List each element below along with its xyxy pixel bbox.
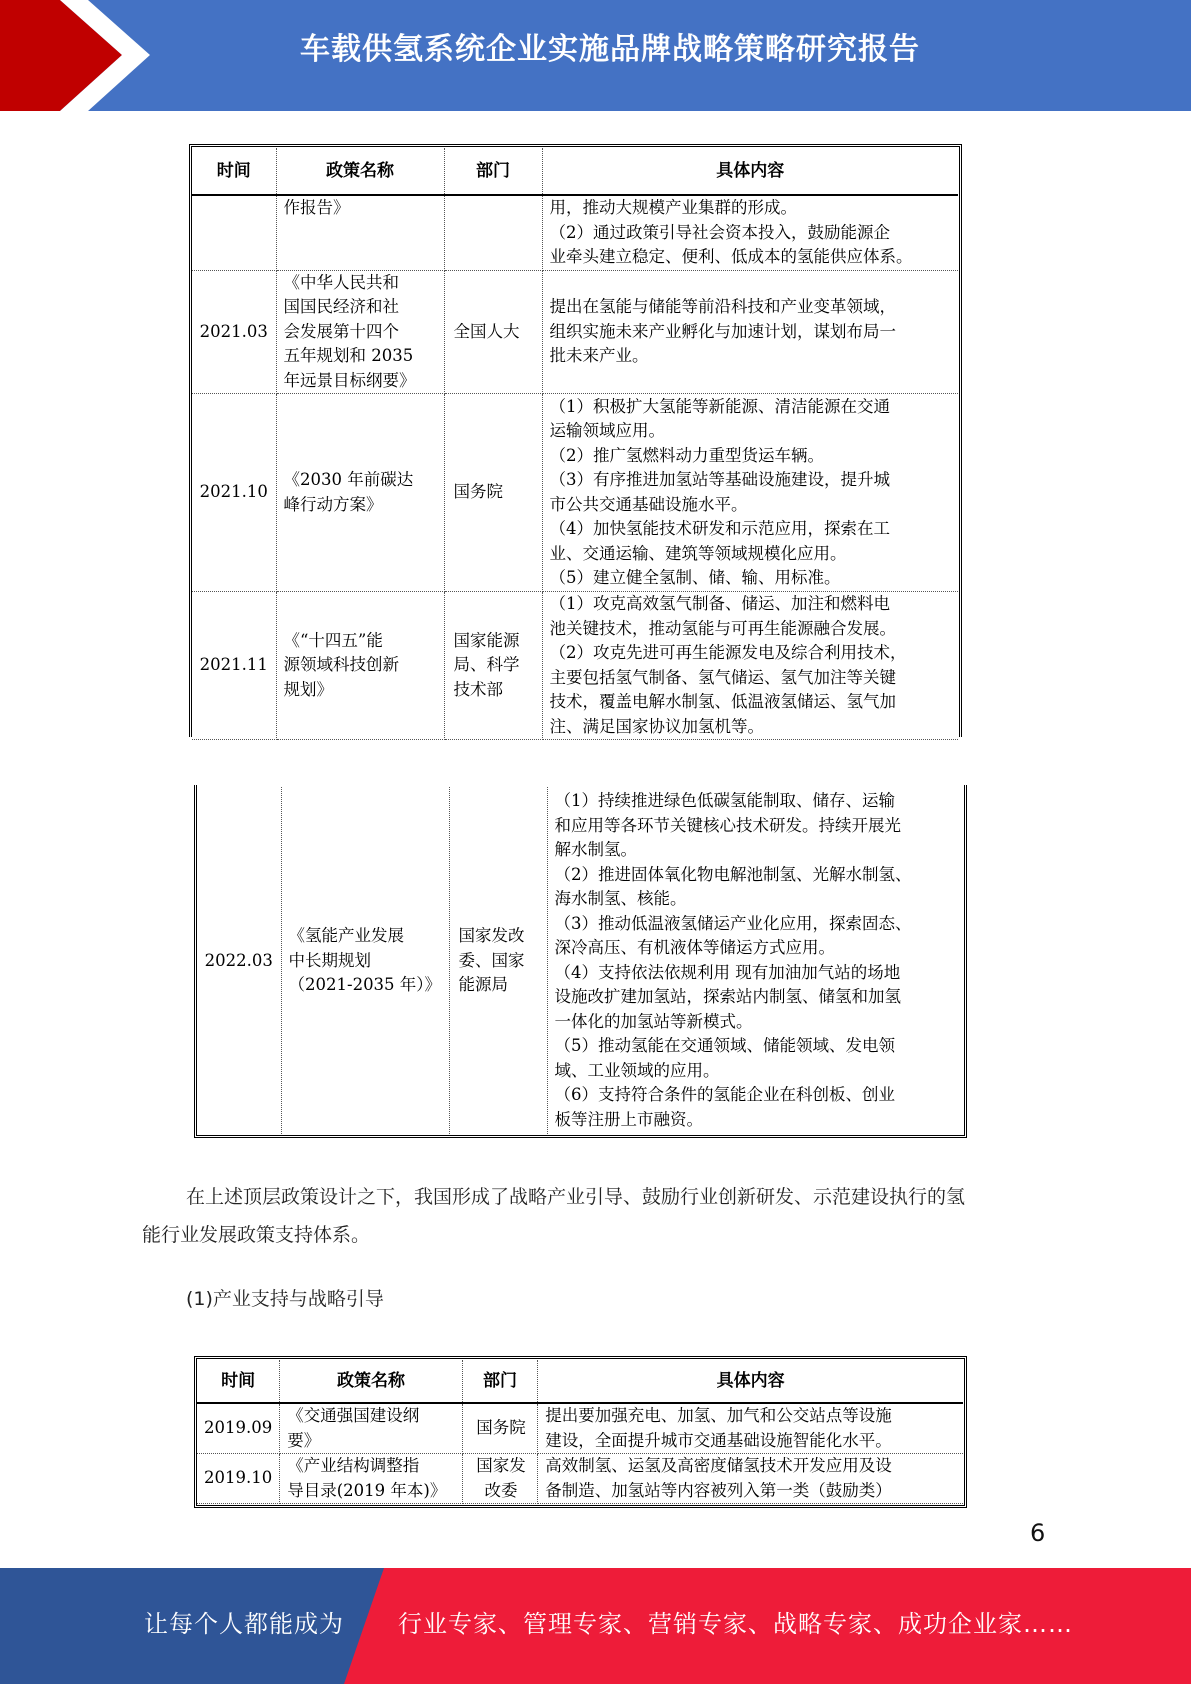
cell-line: 会发展第十四个 xyxy=(283,321,399,341)
cell-content xyxy=(542,195,958,270)
cell-time: 2021.10 xyxy=(192,394,276,592)
cell-line: 业、交通运输、建筑等领域规模化应用。 xyxy=(549,543,847,563)
footer-slogan-right: 行业专家、管理专家、营销专家、战略专家、成功企业家…… xyxy=(398,1610,1073,1638)
cell-line: 《中华人民共和 xyxy=(283,272,399,292)
table-header-row xyxy=(192,148,958,195)
policy-table-3 xyxy=(197,1360,963,1504)
cell-line: （3）推动低温液氢储运产业化应用，探索固态、 xyxy=(554,913,912,933)
cell-line: 组织实施未来产业孵化与加速计划，谋划布局一 xyxy=(549,321,896,341)
header-content: 具体内容 xyxy=(542,148,958,195)
table-row xyxy=(197,1403,963,1454)
cell-line: （1）攻克高效氢气制备、储运、加注和燃料电 xyxy=(549,594,890,613)
cell-time: 2021.03 xyxy=(192,270,276,394)
cell-line: （2021-2035 年）》 xyxy=(288,975,442,994)
cell-line: （2）推广氢燃料动力重型货运车辆。 xyxy=(549,445,824,465)
cell-policy-name xyxy=(276,195,444,270)
cell-line: 《氢能产业发展 xyxy=(288,926,404,945)
body-paragraph xyxy=(142,1178,1062,1254)
cell-line: 解水制氢。 xyxy=(554,840,637,860)
cell-line: （1）积极扩大氢能等新能源、清洁能源在交通 xyxy=(549,396,890,416)
cell-time: 2022.03 xyxy=(197,787,281,1135)
cell-line: 技术，覆盖电解水制氢、低温液氢储运、氢气加 xyxy=(549,692,896,711)
cell-line: 《产业结构调整指 xyxy=(287,1456,420,1475)
cell-line: 运输领域应用。 xyxy=(549,421,665,440)
cell-line: 一体化的加氢站等新模式。 xyxy=(554,1011,753,1031)
cell-line: 深冷高压、有机液体等储运方式应用。 xyxy=(554,938,835,958)
cell-line: 国务院 xyxy=(453,482,503,502)
cell-line: 《“十四五”能 xyxy=(283,630,383,650)
paragraph-line-2: 能行业发展政策支持体系。 xyxy=(142,1224,371,1246)
cell-line: （5）推动氢能在交通领域、储能领域、发电领 xyxy=(554,1036,895,1056)
paragraph-line-1: 在上述顶层政策设计之下，我国形成了战略产业引导、鼓励行业创新研发、示范建设执行的氢 xyxy=(186,1186,966,1208)
cell-department xyxy=(449,787,547,1135)
cell-line: 国家能源 xyxy=(453,630,520,650)
cell-line: 局、科学 xyxy=(453,655,520,675)
cell-line: 批未来产业。 xyxy=(549,346,649,365)
cell-line: 备制造、加氢站等内容被列入第一类（鼓励类） xyxy=(545,1480,892,1500)
cell-line: 国国民经济和社 xyxy=(283,297,399,316)
cell-content xyxy=(542,592,958,740)
cell-line: 作报告》 xyxy=(283,198,350,217)
cell-time: 2021.11 xyxy=(192,592,276,740)
header-banner xyxy=(0,0,1191,111)
cell-line: 规划》 xyxy=(283,679,333,699)
cell-line: 技术部 xyxy=(453,679,503,699)
cell-content xyxy=(542,394,958,592)
cell-line: 《2030 年前碳达 xyxy=(283,470,414,489)
cell-line: （2）攻克先进可再生能源发电及综合利用技术， xyxy=(549,643,907,662)
cell-line: 能源局 xyxy=(458,975,508,994)
cell-line: 《交通强国建设纲 xyxy=(287,1406,420,1425)
cell-line: 全国人大 xyxy=(453,321,520,341)
cell-line: （2）推进固体氧化物电解池制氢、光解水制氢、 xyxy=(554,864,912,884)
cell-line: 改委 xyxy=(484,1480,518,1500)
header-department: 部门 xyxy=(444,148,542,195)
cell-line: 要》 xyxy=(287,1430,321,1450)
cell-line: 板等注册上市融资。 xyxy=(554,1109,703,1129)
cell-line: （4）加快氢能技术研发和示范应用，探索在工 xyxy=(549,519,890,538)
cell-line: 海水制氢、核能。 xyxy=(554,889,687,909)
cell-time xyxy=(192,195,276,270)
cell-content xyxy=(538,1403,963,1454)
cell-line: 导目录(2019 年本)》 xyxy=(287,1480,447,1500)
cell-line: （5）建立健全氢制、储、输、用标准。 xyxy=(549,568,841,587)
table-header-row xyxy=(197,1360,963,1403)
cell-line: 建设，全面提升城市交通基础设施智能化水平。 xyxy=(545,1430,892,1450)
cell-line: 委、国家 xyxy=(458,950,525,970)
cell-line: （1）持续推进绿色低碳氢能制取、储存、运输 xyxy=(554,791,895,811)
cell-line: 注、满足国家协议加氢机等。 xyxy=(549,716,764,736)
cell-line: 池关键技术，推动氢能与可再生能源融合发展。 xyxy=(549,618,896,638)
header-time: 时间 xyxy=(192,148,276,195)
subheading: (1)产业支持与战略引导 xyxy=(186,1288,384,1310)
cell-department xyxy=(462,1403,537,1454)
cell-content xyxy=(547,787,963,1135)
cell-line: 设施改扩建加氢站，探索站内制氢、储氢和加氢 xyxy=(554,987,901,1007)
cell-line: 国务院 xyxy=(476,1418,526,1438)
cell-line: 主要包括氢气制备、氢气储运、氢气加注等关键 xyxy=(549,667,896,687)
header-department: 部门 xyxy=(462,1360,537,1403)
policy-table-1 xyxy=(192,148,958,740)
table-row xyxy=(192,195,958,270)
cell-line: 源领域科技创新 xyxy=(283,655,399,675)
cell-line: 业牵头建立稳定、便利、低成本的氢能供应体系。 xyxy=(549,247,913,266)
cell-line: 用，推动大规模产业集群的形成。 xyxy=(549,198,797,217)
cell-time: 2019.10 xyxy=(197,1454,280,1504)
cell-content xyxy=(542,270,958,394)
cell-line: （3）有序推进加氢站等基础设施建设，提升城 xyxy=(549,470,890,489)
cell-line: （2）通过政策引导社会资本投入，鼓励能源企 xyxy=(549,222,890,242)
cell-line: 年远景目标纲要》 xyxy=(283,370,416,390)
cell-policy-name xyxy=(281,787,449,1135)
policy-table-2 xyxy=(197,787,963,1136)
cell-policy-name xyxy=(280,1403,463,1454)
cell-department xyxy=(444,270,542,394)
cell-line: 五年规划和 2035 xyxy=(283,346,414,365)
table-row xyxy=(197,1454,963,1504)
cell-department xyxy=(444,394,542,592)
table-row xyxy=(197,787,963,1135)
header-time: 时间 xyxy=(197,1360,280,1403)
cell-line: 提出在氢能与储能等前沿科技和产业变革领域， xyxy=(549,297,896,316)
table-row xyxy=(192,270,958,394)
cell-line: （4）支持依法依规利用 现有加油加气站的场地 xyxy=(554,962,901,982)
header-content: 具体内容 xyxy=(538,1360,963,1403)
cell-policy-name xyxy=(280,1454,463,1504)
table-row xyxy=(192,592,958,740)
footer-banner xyxy=(0,1568,1191,1684)
cell-line: 峰行动方案》 xyxy=(283,494,383,514)
cell-department xyxy=(462,1454,537,1504)
table-row xyxy=(192,394,958,592)
page-number: 6 xyxy=(1030,1519,1046,1547)
cell-line: 国家发 xyxy=(476,1456,526,1475)
cell-line: （6）支持符合条件的氢能企业在科创板、创业 xyxy=(554,1085,895,1105)
cell-line: 中长期规划 xyxy=(288,950,371,970)
cell-time: 2019.09 xyxy=(197,1403,280,1454)
cell-line: 高效制氢、运氢及高密度储氢技术开发应用及设 xyxy=(545,1456,892,1475)
cell-line: 和应用等各环节关键核心技术研发。持续开展光 xyxy=(554,815,901,835)
cell-line: 提出要加强充电、加氢、加气和公交站点等设施 xyxy=(545,1406,892,1425)
report-title: 车载供氢系统企业实施品牌战略策略研究报告 xyxy=(300,32,920,67)
footer-slogan-left: 让每个人都能成为 xyxy=(144,1610,344,1638)
cell-policy-name xyxy=(276,270,444,394)
header-policy-name: 政策名称 xyxy=(280,1360,463,1403)
cell-line: 市公共交通基础设施水平。 xyxy=(549,494,748,514)
header-policy-name: 政策名称 xyxy=(276,148,444,195)
cell-department xyxy=(444,592,542,740)
cell-policy-name xyxy=(276,592,444,740)
cell-line: 国家发改 xyxy=(458,926,525,945)
cell-content xyxy=(538,1454,963,1504)
cell-department xyxy=(444,195,542,270)
cell-line: 域、工业领域的应用。 xyxy=(554,1060,720,1080)
cell-policy-name xyxy=(276,394,444,592)
